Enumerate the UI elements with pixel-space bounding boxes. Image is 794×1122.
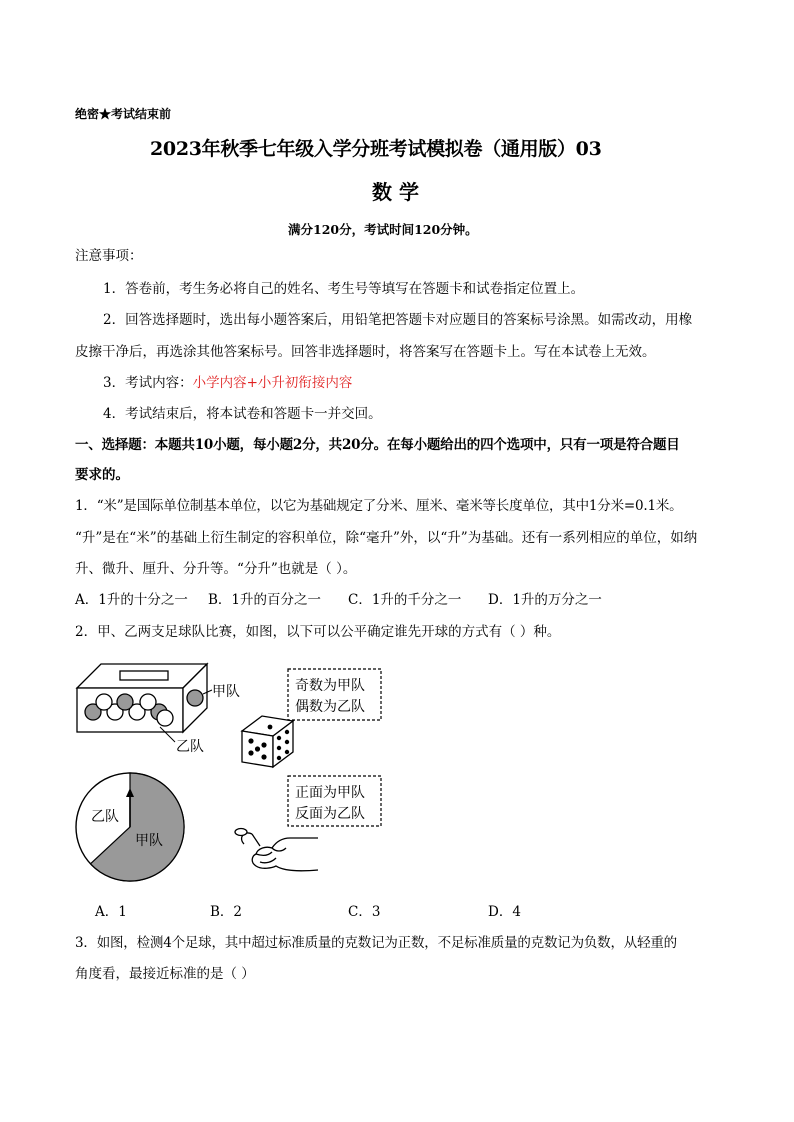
- white-ball: [140, 694, 156, 710]
- note-item-4: 4．考试结束后，将本试卷和答题卡一并交回。: [103, 406, 382, 422]
- hand-flipping-coin: [235, 829, 318, 871]
- pie-label-yi: 乙队: [91, 809, 119, 825]
- note-item-2-line-1: 2．回答选择题时，选出每小题答案后，用铅笔把答题卡对应题目的答案标号涂黑。如需改动，用橡: [103, 312, 693, 328]
- q2-stem: 2．甲、乙两支足球队比赛，如图，以下可以公平确定谁先开球的方式有（ ）种。: [75, 624, 561, 640]
- white-ball: [96, 694, 112, 710]
- secret-label: 绝密★考试结束前: [75, 107, 172, 121]
- page-title: 2023年秋季七年级入学分班考试模拟卷（通用版）03: [150, 138, 602, 160]
- box-slot: [120, 671, 168, 680]
- spinner: [76, 773, 184, 881]
- box-label-jia: 甲队: [212, 684, 240, 700]
- note-item-3-prefix: 3．考试内容：: [103, 375, 193, 391]
- q2-option-d: D．4: [488, 904, 521, 920]
- note-item-3-content: 小学内容+小升初衔接内容: [192, 375, 353, 391]
- coin-rule-line-1: 正面为甲队: [295, 785, 365, 801]
- q2-option-c: C．3: [348, 904, 381, 920]
- q2-option-b: B．2: [210, 904, 243, 920]
- gray-ball: [187, 690, 203, 706]
- note-item-1: 1．答卷前，考生务必将自己的姓名、考生号等填写在答题卡和试卷指定位置上。: [103, 281, 585, 297]
- ball-box: [77, 664, 207, 732]
- q3-line-2: 角度看，最接近标准的是（ ）: [75, 966, 255, 982]
- white-ball: [157, 710, 173, 726]
- dice: [242, 716, 293, 767]
- q1-option-c: C．1升的千分之一: [348, 592, 462, 608]
- note-item-2-line-2: 皮擦干净后，再选涂其他答案标号。回答非选择题时，将答案写在答题卡上。写在本试卷上无效。: [75, 344, 656, 360]
- gray-ball: [117, 694, 133, 710]
- q2-option-a: A．1: [95, 904, 127, 920]
- q1-line-3: 升、微升、厘升、分升等。“分升”也就是（ ）。: [75, 561, 357, 577]
- q1-option-d: D．1升的万分之一: [488, 592, 602, 608]
- coin-rule-line-2: 反面为乙队: [295, 806, 365, 822]
- box-label-yi: 乙队: [176, 739, 204, 755]
- q3-line-1: 3．如图，检测4个足球，其中超过标准质量的克数记为正数，不足标准质量的克数记为负数，从轻重的: [75, 935, 677, 951]
- notes-heading: 注意事项：: [75, 248, 143, 264]
- dice-rule-line-2: 偶数为乙队: [295, 699, 365, 715]
- q1-option-b: B．1升的百分之一: [208, 592, 322, 608]
- score-info: 满分120分，考试时间120分钟。: [288, 222, 478, 237]
- section-heading-line-2: 要求的。: [75, 467, 129, 483]
- q1-option-a: A．1升的十分之一: [75, 592, 188, 608]
- q1-line-2: “升”是在“米”的基础上衍生制定的容积单位，除“毫升”外，以“升”为基础。还有一系列相应的单位，如纳: [75, 530, 698, 546]
- pie-label-jia: 甲队: [135, 833, 163, 849]
- section-heading-line-1: 一、选择题：本题共10小题，每小题2分，共20分。在每小题给出的四个选项中，只有一项是符合题目: [75, 437, 680, 453]
- dice-rule-line-1: 奇数为甲队: [295, 678, 365, 694]
- subject-title: 数 学: [372, 180, 419, 204]
- q1-line-1: 1．“米”是国际单位制基本单位，以它为基础规定了分米、厘米、毫米等长度单位，其中1分米=0.1米。: [75, 498, 683, 514]
